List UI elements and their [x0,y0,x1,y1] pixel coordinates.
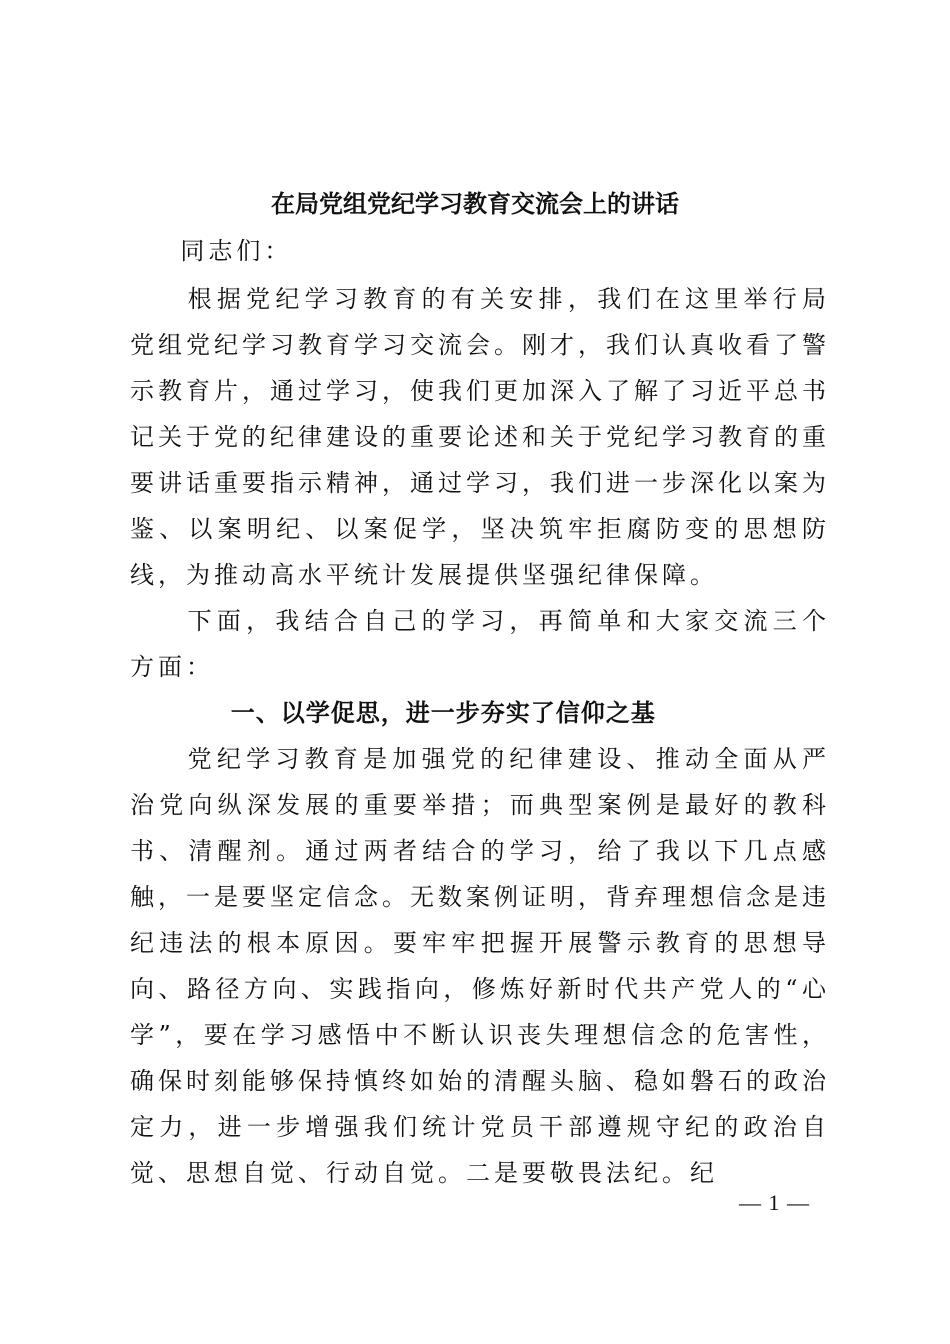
paragraph-intro: 根据党纪学习教育的有关安排，我们在这里举行局党组党纪学习教育学习交流会。刚才，我们认真收看了警示教育片，通过学习，使我们更加深入了解了习近平总书记关于党的纪律建设的重要论述和关于党纪学习教育的重要讲话重要指示精神，通过学习，我们进一步深化以案为鉴、以案明纪、以案促学，坚决筑牢拒腐防变的思想防线，为推动高水平统计发展提供坚强纪律保障。 [130,285,830,589]
document-title: 在局党组党纪学习教育交流会上的讲话 [271,189,679,218]
document-body [130,228,830,1196]
paragraph-section-one: 党纪学习教育是加强党的纪律建设、推动全面从严治党向纵深发展的重要举措；而典型案例是最好的教科书、清醒剂。通过两者结合的学习，给了我以下几点感触，一是要坚定信念。无数案例证明，背弃理想信念是违纪违法的根本原因。要牢牢把握开展警示教育的思想导向、路径方向、实践指向，修炼好新时代共产党人的“心学”，要在学习感悟中不断认识丧失理想信念的危害性，确保时刻能够保持慎终如始的清醒头脑、稳如磐石的政治定力，进一步增强我们统计党员干部遵规守纪的政治自觉、思想自觉、行动自觉。二是要敬畏法纪。纪 [130,745,830,1187]
paragraph-outline: 下面，我结合自己的学习，再简单和大家交流三个方面： [130,607,830,681]
page-number: — 1 — [739,1190,810,1215]
section-heading: 一、以学促思，进一步夯实了信仰之基 [230,699,656,727]
salutation: 同志们： [180,237,293,265]
